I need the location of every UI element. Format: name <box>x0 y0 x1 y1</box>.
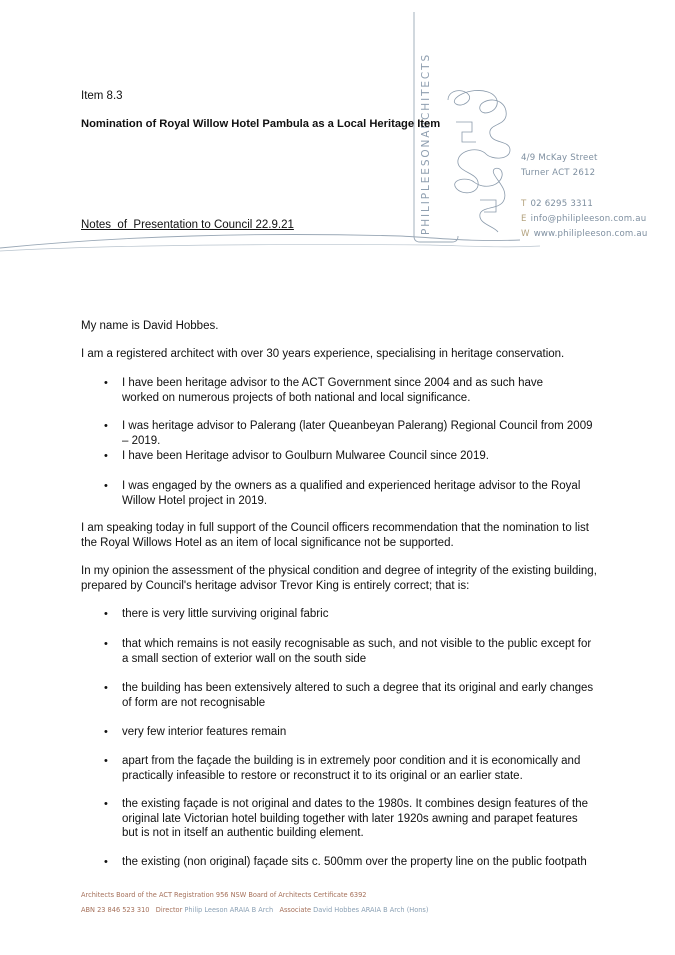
registration-line: Architects Board of the ACT Registration 956 NSW Board of Architects Certificate 6392 <box>81 891 367 899</box>
bullet-icon: • <box>104 726 108 738</box>
director-label: Director <box>155 906 183 914</box>
assessment-bullet: • there is very little surviving original fabric <box>104 608 329 620</box>
credential-bullet: • I have been Heritage advisor to Goulburn Mulwaree Council since 2019. <box>104 450 489 462</box>
assessment-bullet: • the existing (non original) façade sits c. 500mm over the property line on the public footpath <box>104 856 587 868</box>
bullet-icon: • <box>104 480 108 492</box>
bullet-icon: • <box>104 420 108 432</box>
assessment-bullet: • apart from the façade the building is in extremely poor condition and it is economically and practically infeasible to restore or reconstruct it to its original or an earlier state. <box>104 755 581 782</box>
assessment-bullet: • very few interior features remain <box>104 726 287 738</box>
associate-label: Associate <box>279 906 312 914</box>
web-line <box>521 229 671 244</box>
phone-prefix: T <box>521 199 527 209</box>
director-name: Philip Leeson ARAIA B Arch <box>184 906 274 914</box>
support-paragraph: I am speaking today in full support of the Council officers recommendation that the nomination to list the Royal Willows Hotel as an item of local significance not be supported. <box>81 522 589 549</box>
email-line <box>521 214 671 229</box>
footer <box>81 891 661 914</box>
bullet-icon: • <box>104 377 108 389</box>
bullet-icon: • <box>104 638 108 650</box>
bullet-icon: • <box>104 856 108 868</box>
abn: ABN 23 846 523 310 <box>81 906 150 914</box>
email-prefix: E <box>521 214 527 224</box>
abn-line <box>81 906 661 914</box>
bullet-icon: • <box>104 682 108 694</box>
associate-name: David Hobbes ARAIA B Arch (Hons) <box>313 906 429 914</box>
web-address[interactable]: www.philipleeson.com.au <box>533 229 648 239</box>
credential-bullet: • I was engaged by the owners as a qualified and experienced heritage advisor to the Royal Willow Hotel project in 2019. <box>104 480 581 507</box>
bullet-icon: • <box>104 450 108 462</box>
document-title: Nomination of Royal Willow Hotel Pambula as a Local Heritage Item <box>81 118 441 130</box>
credential-bullet: • I have been heritage advisor to the ACT Government since 2004 and as such have worked on numerous projects of both national and local significance. <box>104 377 544 404</box>
item-number: Item 8.3 <box>81 90 123 102</box>
bullet-icon: • <box>104 798 108 810</box>
intro-name: My name is David Hobbes. <box>81 320 219 332</box>
assessment-bullet: • the existing façade is not original and dates to the 1980s. It combines design features of the original late Victorian hotel building together with later 1920s awning and parapet features but is not in itself an authentic building element. <box>104 798 589 839</box>
bullet-icon: • <box>104 755 108 767</box>
opinion-paragraph: In my opinion the assessment of the physical condition and degree of integrity of the existing building, prepared by Council's heritage advisor Trevor King is entirely correct; that is: <box>81 565 597 592</box>
logo-wordmark: PHILIPLEESONARCHITECTS <box>420 52 432 235</box>
presentation-notes-heading: Notes of Presentation to Council 22.9.21 <box>81 219 294 231</box>
intro-credentials: I am a registered architect with over 30 years experience, specialising in heritage conservation. <box>81 348 565 360</box>
address-block <box>521 153 671 244</box>
email-address[interactable]: info@philipleeson.com.au <box>530 214 647 224</box>
address-line1: 4/9 McKay Street <box>521 153 598 163</box>
address-line2: Turner ACT 2612 <box>521 168 596 178</box>
phone-line <box>521 199 671 214</box>
phone-number: 02 6295 3311 <box>530 199 593 209</box>
web-prefix: W <box>521 229 530 239</box>
assessment-bullet: • that which remains is not easily recognisable as such, and not visible to the public except for a small section of exterior wall on the south side <box>104 638 592 665</box>
assessment-bullet: • the building has been extensively altered to such a degree that its original and early changes of form are not recognisable <box>104 682 594 709</box>
bullet-icon: • <box>104 608 108 620</box>
credential-bullet: • I was heritage advisor to Palerang (later Queanbeyan Palerang) Regional Council from 2009 – 2019. <box>104 420 593 447</box>
